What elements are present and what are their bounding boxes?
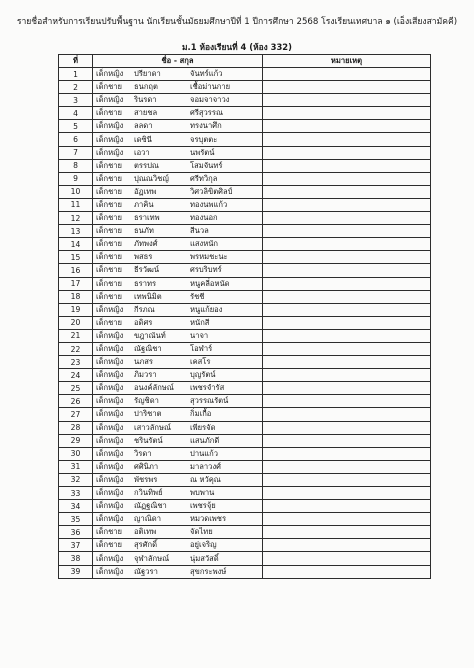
last-name: ทองนพแก้ว [190,199,228,209]
last-name: โสมจันทร์ [190,160,223,170]
note-cell [263,198,431,211]
row-number: 20 [59,316,93,329]
last-name: อยู่เจริญ [190,540,217,550]
student-name-cell [93,447,263,460]
table-row [59,434,431,447]
note-cell [263,185,431,198]
first-name: ญาณิดา [134,514,161,524]
table-row [59,185,431,198]
row-number: 14 [59,238,93,251]
name-prefix: เด็กชาย [96,317,122,327]
table-row [59,342,431,355]
first-name: เทพนิมิต [134,291,162,301]
student-name-cell [93,460,263,473]
row-number: 18 [59,290,93,303]
name-prefix: เด็กหญิง [96,69,124,79]
first-name: พัชรพร [134,474,158,484]
note-cell [263,434,431,447]
name-prefix: เด็กหญิง [96,304,124,314]
last-name: โอฬาร์ [190,344,213,354]
note-cell [263,382,431,395]
name-prefix: เด็กหญิง [96,474,124,484]
name-prefix: เด็กหญิง [96,357,124,367]
note-cell [263,146,431,159]
last-name: แสงหนัก [190,239,219,249]
note-cell [263,421,431,434]
name-prefix: เด็กชาย [96,82,122,92]
table-row [59,382,431,395]
row-number: 31 [59,460,93,473]
note-cell [263,277,431,290]
note-cell [263,513,431,526]
name-prefix: เด็กชาย [96,291,122,301]
first-name: ภาคิน [134,199,154,209]
note-cell [263,172,431,185]
first-name: เอวา [134,147,150,157]
classroom-subtitle: ม.1 ห้องเรียนที่ 4 (ห้อง 332) [182,42,292,52]
row-number: 19 [59,303,93,316]
note-cell [263,81,431,94]
name-prefix: เด็กหญิง [96,396,124,406]
note-cell [263,94,431,107]
name-prefix: เด็กชาย [96,540,122,550]
student-name-cell [93,342,263,355]
note-cell [263,526,431,539]
note-cell [263,303,431,316]
table-row [59,172,431,185]
row-number: 7 [59,146,93,159]
student-name-cell [93,172,263,185]
name-prefix: เด็กชาย [96,278,122,288]
row-number: 38 [59,552,93,565]
first-name: ธราทร [134,278,157,288]
table-row [59,212,431,225]
table-row [59,487,431,500]
first-name: กวินทิพย์ [134,488,163,498]
first-name: อัฏเทพ [134,186,157,196]
note-cell [263,120,431,133]
name-prefix: เด็กหญิง [96,422,124,432]
table-row [59,251,431,264]
last-name: เพชรจุ้ย [190,501,216,511]
name-prefix: เด็กหญิง [96,488,124,498]
student-name-cell [93,81,263,94]
last-name: แสนภักดี [190,435,220,445]
first-name: เดซินี [134,134,152,144]
first-name: ตรรปณ [134,160,159,170]
table-row [59,473,431,486]
note-cell [263,329,431,342]
student-name-cell [93,513,263,526]
last-name: พรหมชะนะ [190,252,228,262]
name-prefix: เด็กหญิง [96,121,124,131]
row-number: 2 [59,81,93,94]
name-prefix: เด็กหญิง [96,147,124,157]
first-name: ชรินรัตน์ [134,435,163,445]
row-number: 22 [59,342,93,355]
note-cell [263,395,431,408]
name-prefix: เด็กหญิง [96,409,124,419]
row-number: 27 [59,408,93,421]
table-row [59,395,431,408]
row-number: 5 [59,120,93,133]
name-prefix: เด็กชาย [96,160,122,170]
student-name-cell [93,159,263,172]
last-name: ณ หวัคุณ [190,474,221,484]
first-name: ธราเทพ [134,213,160,223]
row-number: 12 [59,212,93,225]
row-number: 6 [59,133,93,146]
table-row [59,329,431,342]
student-name-cell [93,264,263,277]
name-prefix: เด็กชาย [96,173,122,183]
row-number: 35 [59,513,93,526]
last-name: รัชชี [190,291,205,301]
last-name: บุญรัตน์ [190,370,216,380]
row-number: 1 [59,68,93,81]
name-prefix: เด็กชาย [96,108,122,118]
name-prefix: เด็กชาย [96,199,122,209]
name-prefix: เด็กชาย [96,226,122,236]
student-name-cell [93,146,263,159]
first-name: ลลดา [134,121,153,131]
note-cell [263,369,431,382]
name-prefix: เด็กหญิง [96,330,124,340]
last-name: วิศวลิขิตศิลป์ [190,186,233,196]
student-name-cell [93,107,263,120]
name-prefix: เด็กหญิง [96,370,124,380]
last-name: เชื้อม่านกาย [190,82,231,92]
name-prefix: เด็กชาย [96,213,122,223]
last-name: หนูคลี่อหนัด [190,278,230,288]
note-cell [263,487,431,500]
row-number: 4 [59,107,93,120]
student-name-cell [93,408,263,421]
table-row [59,133,431,146]
student-roster-table [58,54,431,579]
student-name-cell [93,238,263,251]
row-number: 32 [59,473,93,486]
note-cell [263,552,431,565]
table-row [59,264,431,277]
student-name-cell [93,198,263,211]
row-number: 26 [59,395,93,408]
last-name: มาลาวงศ์ [190,461,221,471]
table-row [59,238,431,251]
note-cell [263,68,431,81]
first-name: ณัฏฐณิชา [134,501,167,511]
name-prefix: เด็กหญิง [96,461,124,471]
note-cell [263,316,431,329]
table-row [59,539,431,552]
name-prefix: เด็กหญิง [96,448,124,458]
note-cell [263,408,431,421]
row-number: 16 [59,264,93,277]
row-number: 11 [59,198,93,211]
last-name: ทองนอก [190,213,218,223]
student-name-cell [93,277,263,290]
row-number: 21 [59,329,93,342]
student-name-cell [93,382,263,395]
student-name-cell [93,526,263,539]
name-prefix: เด็กชาย [96,265,122,275]
table-row [59,447,431,460]
note-cell [263,342,431,355]
student-name-cell [93,539,263,552]
last-name: จัดไทย [190,527,213,537]
column-header-number: ที่ [59,55,93,68]
row-number: 15 [59,251,93,264]
name-prefix: เด็กชาย [96,186,122,196]
row-number: 30 [59,447,93,460]
row-number: 23 [59,356,93,369]
first-name: กีรภณ [134,304,155,314]
first-name: อนงค์ลักษณ์ [134,383,174,393]
row-number: 36 [59,526,93,539]
first-name: ปรียาดา [134,69,161,79]
last-name: หนูแก้ยอง [190,304,223,314]
last-name: สุวรรณรัตน์ [190,396,229,406]
last-name: นพรัตน์ [190,147,215,157]
last-name: ปานแก้ว [190,448,219,458]
student-name-cell [93,185,263,198]
first-name: ณัฐวรา [134,566,158,576]
first-name: พสธร [134,252,153,262]
last-name: นุ่มสวัสดิ์ [190,553,219,563]
last-name: จันทร์แก้ว [190,69,223,79]
student-name-cell [93,290,263,303]
table-row [59,146,431,159]
name-prefix: เด็กหญิง [96,383,124,393]
student-name-cell [93,212,263,225]
student-name-cell [93,120,263,133]
last-name: จอมจาจาวง [190,95,230,105]
note-cell [263,500,431,513]
note-cell [263,251,431,264]
note-cell [263,356,431,369]
name-prefix: เด็กชาย [96,252,122,262]
column-header-note: หมายเหตุ [263,55,431,68]
last-name: นาจา [190,330,209,340]
last-name: ศรบริบทร์ [190,265,222,275]
table-row [59,552,431,565]
note-cell [263,565,431,578]
last-name: หนักสี [190,317,210,327]
row-number: 10 [59,185,93,198]
student-name-cell [93,500,263,513]
table-row [59,369,431,382]
first-name: ปาริชาต [134,409,162,419]
student-name-cell [93,395,263,408]
name-prefix: เด็กหญิง [96,95,124,105]
table-row [59,225,431,238]
table-row [59,94,431,107]
last-name: ทรงนาศึก [190,121,222,131]
first-name: อติเทพ [134,527,157,537]
first-name: ณัฐณิชา [134,344,162,354]
row-number: 13 [59,225,93,238]
note-cell [263,225,431,238]
table-row [59,513,431,526]
note-cell [263,107,431,120]
first-name: จุฬาลักษณ์ [134,553,170,563]
table-row [59,303,431,316]
name-prefix: เด็กหญิง [96,134,124,144]
table-row [59,290,431,303]
row-number: 29 [59,434,93,447]
note-cell [263,264,431,277]
row-number: 39 [59,565,93,578]
student-name-cell [93,487,263,500]
table-row [59,68,431,81]
table-row [59,460,431,473]
table-row [59,277,431,290]
note-cell [263,133,431,146]
last-name: สุขกระพงษ์ [190,566,227,576]
last-name: ศรีสุวรรณ [190,108,224,118]
table-row [59,81,431,94]
column-header-name: ชื่อ - สกุล [93,55,263,68]
first-name: ศศินิภา [134,461,159,471]
note-cell [263,473,431,486]
student-name-cell [93,316,263,329]
row-number: 28 [59,421,93,434]
student-name-cell [93,94,263,107]
student-name-cell [93,251,263,264]
student-name-cell [93,369,263,382]
first-name: ภิมวรา [134,370,157,380]
last-name: ศรีทวิกุล [190,173,218,183]
first-name: ปุณณวิชญ์ [134,173,169,183]
name-prefix: เด็กหญิง [96,344,124,354]
first-name: ธีรวัฒน์ [134,265,160,275]
table-row [59,500,431,513]
table-row [59,356,431,369]
first-name: เสาวลักษณ์ [134,422,172,432]
student-name-cell [93,303,263,316]
note-cell [263,539,431,552]
last-name: กิ่มเกื้อ [190,409,212,419]
name-prefix: เด็กหญิง [96,435,124,445]
last-name: สีนวล [190,226,209,236]
first-name: ภัทพงศ์ [134,239,158,249]
name-prefix: เด็กชาย [96,527,122,537]
student-name-cell [93,68,263,81]
name-prefix: เด็กหญิง [96,501,124,511]
table-row [59,107,431,120]
name-prefix: เด็กชาย [96,239,122,249]
student-name-cell [93,552,263,565]
first-name: ธนกฤต [134,82,158,92]
first-name: อดิศร [134,317,153,327]
student-name-cell [93,434,263,447]
last-name: เพชรจำรัส [190,383,225,393]
row-number: 17 [59,277,93,290]
table-row [59,526,431,539]
row-number: 8 [59,159,93,172]
student-name-cell [93,329,263,342]
last-name: เพียรจัด [190,422,216,432]
name-prefix: เด็กหญิง [96,553,124,563]
table-row [59,198,431,211]
student-name-cell [93,225,263,238]
name-prefix: เด็กหญิง [96,566,124,576]
table-row [59,316,431,329]
student-name-cell [93,421,263,434]
table-row [59,120,431,133]
first-name: ขฎาณันท์ [134,330,166,340]
last-name: พบพาน [190,488,215,498]
student-name-cell [93,473,263,486]
row-number: 37 [59,539,93,552]
roster-body [59,68,431,579]
note-cell [263,159,431,172]
first-name: รินรดา [134,95,157,105]
last-name: จรบุตตะ [190,134,218,144]
note-cell [263,460,431,473]
student-name-cell [93,565,263,578]
table-row [59,159,431,172]
table-header-row [59,55,431,68]
student-name-cell [93,356,263,369]
note-cell [263,290,431,303]
first-name: นภสร [134,357,153,367]
row-number: 33 [59,487,93,500]
row-number: 25 [59,382,93,395]
student-name-cell [93,133,263,146]
first-name: ธนภัท [134,226,154,236]
note-cell [263,212,431,225]
first-name: รัญชิดา [134,396,159,406]
first-name: วิรดา [134,448,152,458]
table-row [59,565,431,578]
first-name: สายชล [134,108,158,118]
table-row [59,408,431,421]
row-number: 34 [59,500,93,513]
row-number: 3 [59,94,93,107]
note-cell [263,238,431,251]
note-cell [263,447,431,460]
last-name: เคสโร [190,357,211,367]
last-name: หมวดเพชร [190,514,227,524]
row-number: 9 [59,172,93,185]
document-title: รายชื่อสำหรับการเรียนปรับพื้นฐาน นักเรียนชั้นมัธยมศึกษาปีที่ 1 ปีการศึกษา 2568 โรงเรียนเทศบาล ๑ (เอ็งเสียงสามัคคี) [16,17,458,27]
table-row [59,421,431,434]
row-number: 24 [59,369,93,382]
first-name: สุรศักดิ์ [134,540,158,550]
name-prefix: เด็กหญิง [96,514,124,524]
